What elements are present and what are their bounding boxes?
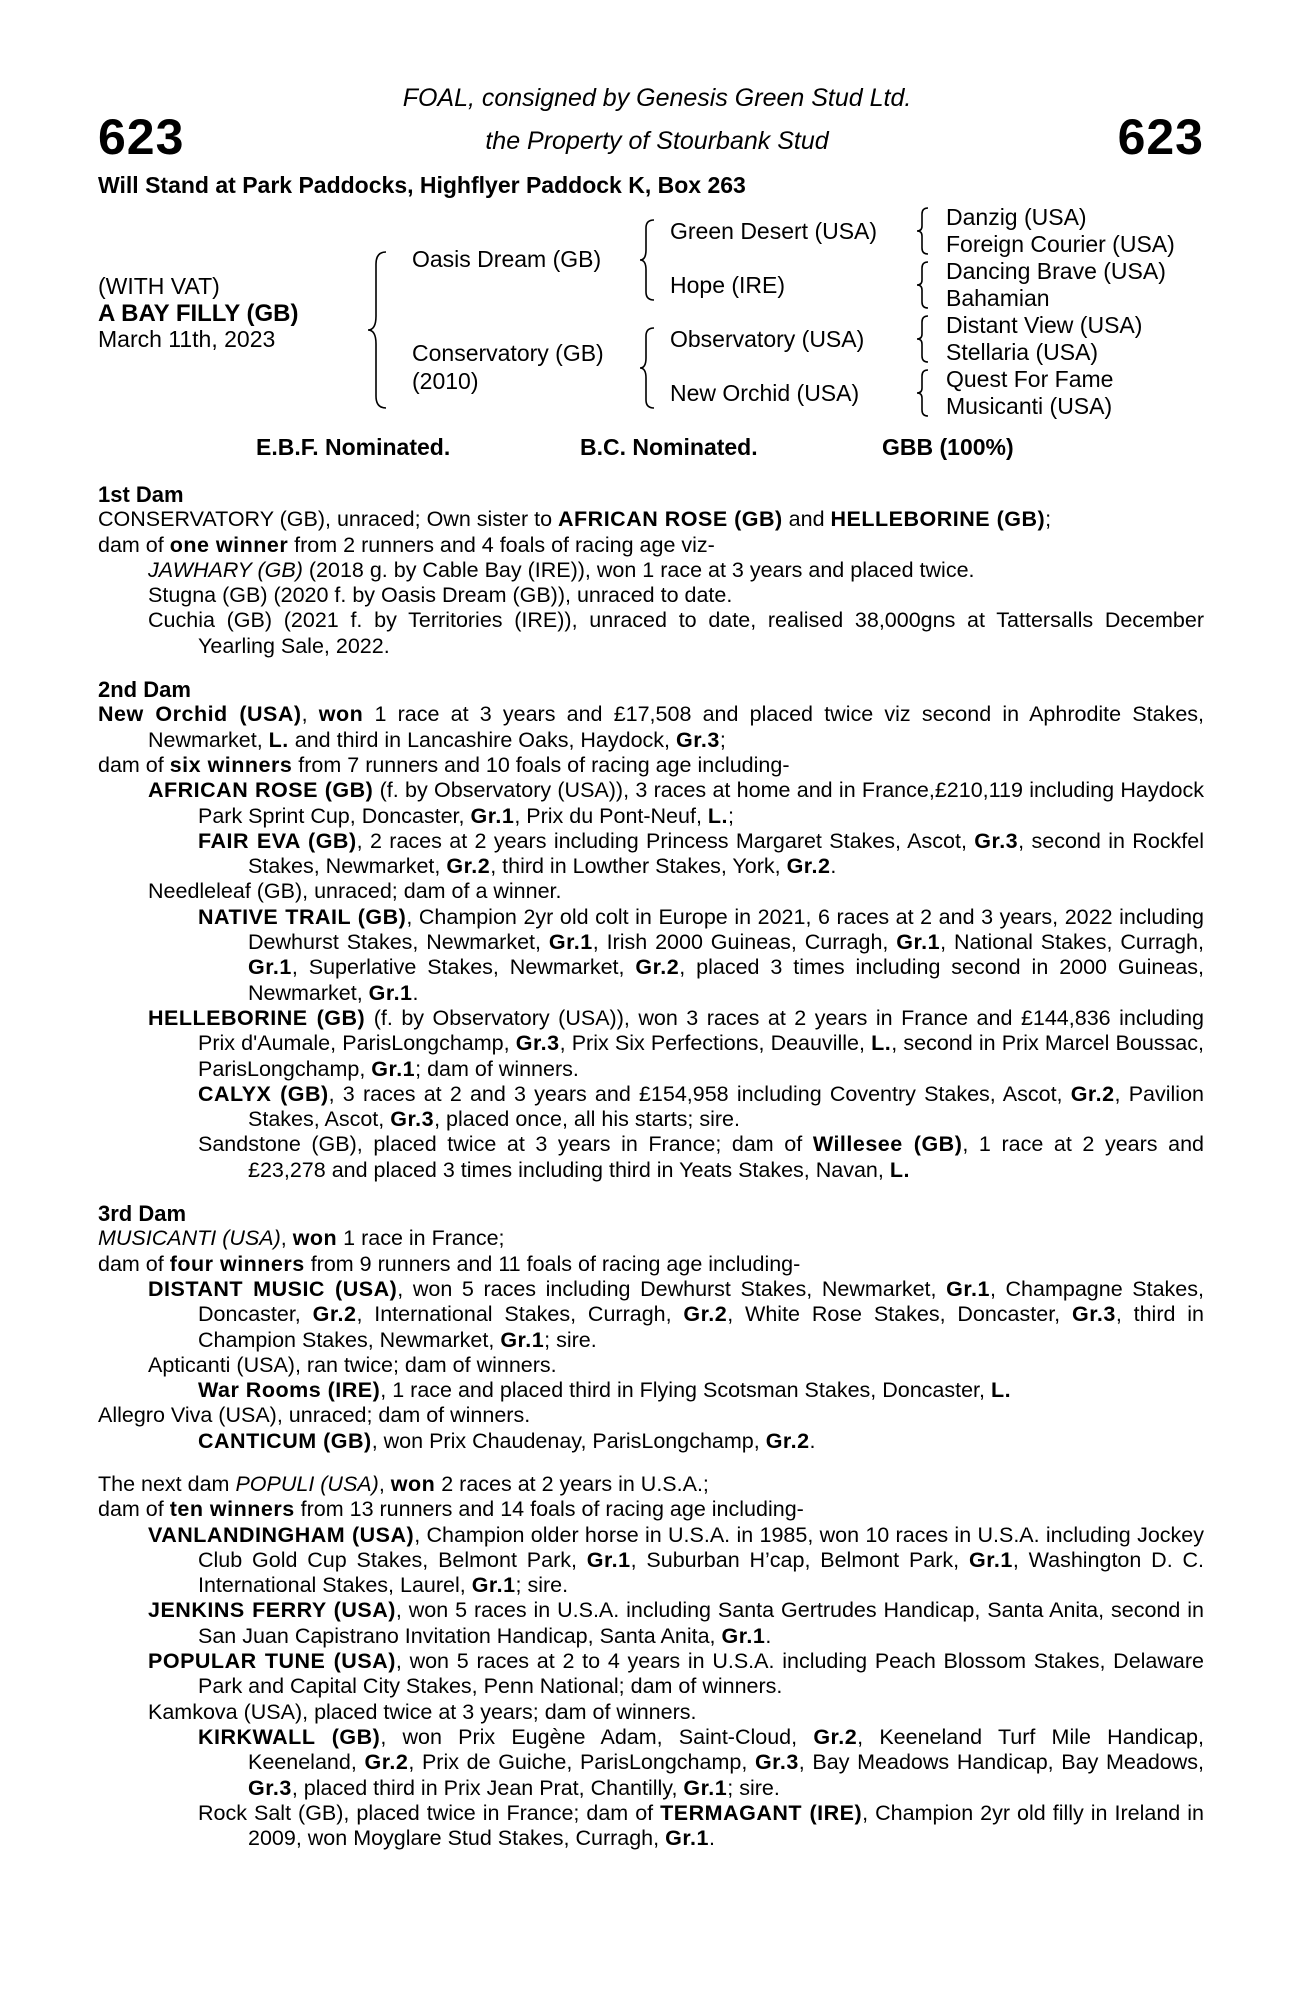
produce-entry: Stugna (GB) (2020 f. by Oasis Dream (GB)), unraced to date. (148, 583, 733, 608)
main-bracket (372, 250, 392, 410)
dam-sire: Observatory (USA) (670, 326, 865, 352)
lot-subject: A BAY FILLY (GB) (98, 300, 299, 327)
second-dam-line: New Orchid (USA), won 1 race at 3 years and £17,508 and placed twice viz second in Aphrodite Stakes, Newmarket, L. and third in Lancashire Oaks, Haydock, Gr.3; (98, 702, 1205, 752)
dam: Conservatory (GB) (412, 340, 604, 366)
produce-entry: AFRICAN ROSE (GB) (f. by Observatory (USA)), 3 races at home and in France,£210,119 including Haydock Park Sprint Cup, Doncaster, Gr.1, Prix du Pont-Neuf, L.; (148, 778, 1204, 828)
produce-entry: CANTICUM (GB), won Prix Chaudenay, ParisLongchamp, Gr.2. (198, 1428, 816, 1453)
g-bracket-2 (918, 260, 934, 310)
produce-entry: NATIVE TRAIL (GB), Champion 2yr old colt in Europe in 2021, 6 races at 2 and 3 years, 2022 including Dewhurst Stakes, Newmarket, Gr.1, Irish 2000 Guineas, Curragh, Gr.1, National Stakes, Curragh, Gr.1, Superlative Stakes, Newmarket, Gr.2, placed 3 times including second in 2000 Guineas, Newmarket, Gr.1. (198, 904, 1204, 1005)
dam-bracket (642, 326, 662, 410)
vat-note: (WITH VAT) (98, 273, 220, 299)
lot-number-right: 623 (1117, 109, 1204, 165)
foaling-date: March 11th, 2023 (98, 326, 276, 352)
produce-entry: DISTANT MUSIC (USA), won 5 races including Dewhurst Stakes, Newmarket, Gr.1, Champagne Stakes, Doncaster, Gr.2, International Stakes, Curragh, Gr.2, White Rose Stakes, Doncaster, Gr.3, third in Champion Stakes, Newmarket, Gr.1; sire. (148, 1276, 1204, 1352)
produce-entry: POPULAR TUNE (USA), won 5 races at 2 to 4 years in U.S.A. including Peach Blossom Stakes, Delaware Park and Capital City Stakes, Penn National; dam of winners. (148, 1649, 1204, 1699)
gbb-rating: GBB (100%) (882, 434, 1014, 460)
dam-dam: New Orchid (USA) (670, 380, 860, 406)
produce-entry: Allegro Viva (USA), unraced; dam of winners. (98, 1403, 531, 1428)
sire-dam: Hope (IRE) (670, 272, 786, 298)
next-dam-summary: dam of ten winners from 13 runners and 14 foals of racing age including- (98, 1497, 804, 1522)
third-dam-line: MUSICANTI (USA), won 1 race in France; (98, 1226, 505, 1251)
ancestor-4: Bahamian (946, 285, 1050, 311)
third-dam-summary: dam of four winners from 9 runners and 11 foals of racing age including- (98, 1251, 801, 1276)
consignor-line: FOAL, consigned by Genesis Green Stud Ltd. (402, 84, 912, 112)
produce-entry: KIRKWALL (GB), won Prix Eugène Adam, Saint-Cloud, Gr.2, Keeneland Turf Mile Handicap, Keeneland, Gr.2, Prix de Guiche, ParisLongchamp, Gr.3, Bay Meadows Handicap, Bay Meadows, Gr.3, placed third in Prix Jean Prat, Chantilly, Gr.1; sire. (198, 1724, 1204, 1800)
ancestor-2: Foreign Courier (USA) (946, 231, 1175, 257)
produce-entry: JENKINS FERRY (USA), won 5 races in U.S.A. including Santa Gertrudes Handicap, Santa Anita, second in San Juan Capistrano Invitation Handicap, Santa Anita, Gr.1. (148, 1598, 1204, 1648)
first-dam-line: CONSERVATORY (GB), unraced; Own sister to AFRICAN ROSE (GB) and HELLEBORINE (GB); (98, 507, 1052, 532)
produce-entry: Apticanti (USA), ran twice; dam of winners. (148, 1352, 557, 1377)
ancestor-3: Dancing Brave (USA) (946, 258, 1166, 284)
third-dam-heading: 3rd Dam (98, 1201, 187, 1227)
sire-sire: Green Desert (USA) (670, 218, 878, 244)
lot-number-left: 623 (98, 109, 185, 165)
produce-entry: JAWHARY (GB) (2018 g. by Cable Bay (IRE)), won 1 race at 3 years and placed twice. (148, 557, 975, 582)
produce-entry: Sandstone (GB), placed twice at 3 years in France; dam of Willesee (GB), 1 race at 2 years and £23,278 and placed 3 times including third in Yeats Stakes, Navan, L. (198, 1132, 1204, 1182)
produce-entry: Rock Salt (GB), placed twice in France; dam of TERMAGANT (IRE), Champion 2yr old filly in Ireland in 2009, won Moyglare Stud Stakes, Curragh, Gr.1. (198, 1800, 1204, 1851)
ancestor-7: Quest For Fame (946, 366, 1114, 392)
ancestor-8: Musicanti (USA) (946, 393, 1113, 419)
bc-nomination: B.C. Nominated. (580, 434, 758, 460)
ancestor-5: Distant View (USA) (946, 312, 1143, 338)
next-dam-line: The next dam POPULI (USA), won 2 races at 2 years in U.S.A.; (98, 1471, 709, 1496)
g-bracket-4 (918, 368, 934, 418)
produce-entry: Cuchia (GB) (2021 f. by Territories (IRE)), unraced to date, realised 38,000gns at Tattersalls December Yearling Sale, 2022. (148, 608, 1204, 658)
g-bracket-3 (918, 314, 934, 364)
produce-entry: FAIR EVA (GB), 2 races at 2 years including Princess Margaret Stakes, Ascot, Gr.3, second in Rockfel Stakes, Newmarket, Gr.2, third in Lowther Stakes, York, Gr.2. (198, 828, 1204, 879)
stand-location: Will Stand at Park Paddocks, Highflyer Paddock K, Box 263 (98, 172, 746, 198)
produce-entry: HELLEBORINE (GB) (f. by Observatory (USA)), won 3 races at 2 years in France and £144,836 including Prix d'Aumale, ParisLongchamp, Gr.3, Prix Six Perfections, Deauville, L., second in Prix Marcel Boussac, ParisLongchamp, Gr.1; dam of winners. (148, 1005, 1204, 1081)
ebf-nomination: E.B.F. Nominated. (256, 434, 451, 460)
catalogue-body (98, 482, 1204, 1851)
dam-year: (2010) (412, 368, 479, 394)
produce-entry: CALYX (GB), 3 races at 2 and 3 years and £154,958 including Coventry Stakes, Ascot, Gr.2, Pavilion Stakes, Ascot, Gr.3, placed once, all his starts; sire. (198, 1081, 1204, 1132)
first-dam-heading: 1st Dam (98, 482, 184, 507)
ancestor-1: Danzig (USA) (946, 204, 1087, 230)
produce-entry: War Rooms (IRE), 1 race and placed third in Flying Scotsman Stakes, Doncaster, L. (198, 1378, 1012, 1403)
sire-bracket (642, 218, 662, 302)
sire: Oasis Dream (GB) (412, 246, 602, 272)
ancestor-6: Stellaria (USA) (946, 339, 1099, 365)
first-dam-summary: dam of one winner from 2 runners and 4 foals of racing age viz- (98, 532, 715, 557)
second-dam-heading: 2nd Dam (98, 677, 191, 703)
produce-entry: Kamkova (USA), placed twice at 3 years; dam of winners. (148, 1699, 697, 1724)
produce-entry: VANLANDINGHAM (USA), Champion older horse in U.S.A. in 1985, won 10 races in U.S.A. including Jockey Club Gold Cup Stakes, Belmont Park, Gr.1, Suburban H’cap, Belmont Park, Gr.1, Washington D. C. International Stakes, Laurel, Gr.1; sire. (148, 1522, 1204, 1598)
produce-entry: Needleleaf (GB), unraced; dam of a winner. (148, 879, 562, 904)
property-line: the Property of Stourbank Stud (485, 127, 829, 155)
second-dam-summary: dam of six winners from 7 runners and 10 foals of racing age including- (98, 752, 790, 777)
g-bracket-1 (918, 206, 934, 256)
